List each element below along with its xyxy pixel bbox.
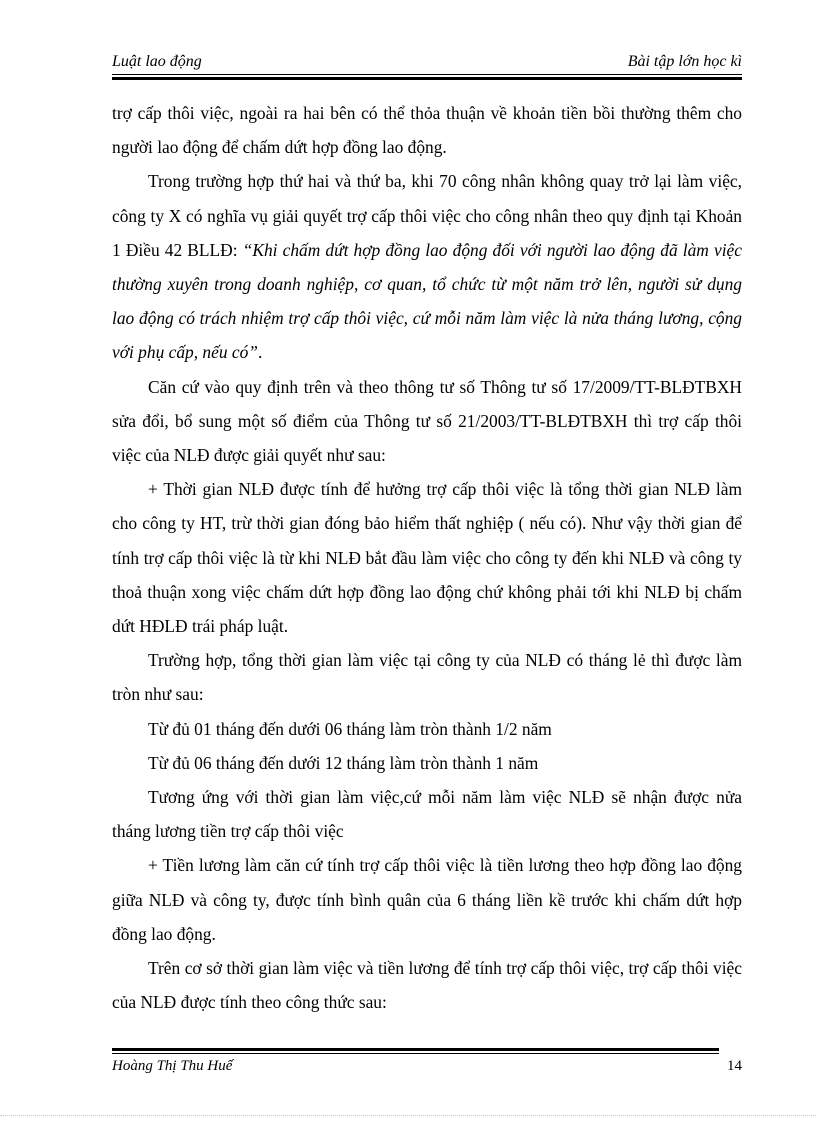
footer-rule	[112, 1048, 719, 1054]
paragraph-lead: Trong trường hợp thứ hai và thứ ba, khi 70 công nhân không quay trở lại làm việc, công ty X có nghĩa vụ giải quyết trợ cấp thôi việc cho công nhân theo quy định tại Khoản 1 Điều 42 BLLĐ:	[112, 171, 742, 260]
paragraph-rounding-full: Từ đủ 06 tháng đến dưới 12 tháng làm tròn thành 1 năm	[148, 752, 539, 773]
header-rule	[112, 74, 742, 80]
page-edge-line	[0, 1115, 816, 1116]
page-number: 14	[727, 1058, 742, 1074]
paragraph-rounding: Trường hợp, tổng thời gian làm việc tại công ty của NLĐ có tháng lẻ thì được làm tròn như sau:	[112, 650, 742, 705]
paragraph-formula-intro: Trên cơ sở thời gian làm việc và tiền lương để tính trợ cấp thôi việc, trợ cấp thôi việc của NLĐ được tính theo công thức sau:	[112, 958, 742, 1013]
paragraph-continuation: trợ cấp thôi việc, ngoài ra hai bên có thể thỏa thuận về khoản tiền bồi thường thêm cho người lao động để chấm dứt hợp đồng lao động.	[112, 103, 742, 158]
paragraph-tail: .	[257, 342, 263, 363]
paragraph-rounding-half: Từ đủ 01 tháng đến dưới 06 tháng làm tròn thành 1/2 năm	[148, 718, 552, 739]
paragraph-circular: Căn cứ vào quy định trên và theo thông tư số Thông tư số 17/2009/TT-BLĐTBXH sửa đổi, bổ sung một số điểm của Thông tư số 21/2003/TT-BLĐTBXH thì trợ cấp thôi việc của NLĐ được giải quyết như sau:	[112, 376, 742, 466]
paragraph-half-month: Tương ứng với thời gian làm việc,cứ mỗi năm làm việc NLĐ sẽ nhận được nửa tháng lương tiền trợ cấp thôi việc	[112, 787, 742, 842]
paragraph-salary-basis: + Tiền lương làm căn cứ tính trợ cấp thôi việc là tiền lương theo hợp đồng lao động giữa NLĐ và công ty, được tính bình quân của 6 tháng liền kề trước khi chấm dứt hợp đồng lao động.	[112, 855, 742, 944]
footer-author: Hoàng Thị Thu Huế	[112, 1058, 233, 1074]
paragraph-working-time: + Thời gian NLĐ được tính để hưởng trợ cấp thôi việc là tổng thời gian NLĐ làm cho công ty HT, trừ thời gian đóng bảo hiểm thất nghiệp ( nếu có). Như vậy thời gian để tính trợ cấp thôi việc là từ khi NLĐ bắt đầu làm việc cho công ty đến khi NLĐ và công ty thoả thuận xong việc chấm dứt hợp đồng lao động chứ không phải tới khi NLĐ bị chấm dứt HĐLĐ trái pháp luật.	[112, 479, 742, 637]
legal-quote: “Khi chấm dứt hợp đồng lao động đối với người lao động đã làm việc thường xuyên trong doanh nghiệp, cơ quan, tổ chức từ một năm trở lên, người sử dụng lao động có trách nhiệm trợ cấp thôi việc, cứ mỗi năm làm việc là nửa tháng lương, cộng với phụ cấp, nếu có”	[112, 239, 742, 363]
paragraph-legal-basis	[112, 164, 742, 369]
header-left-title: Luật lao động	[112, 53, 202, 70]
page-body	[112, 96, 742, 1019]
header-right-title: Bài tập lớn học kì	[627, 53, 742, 70]
